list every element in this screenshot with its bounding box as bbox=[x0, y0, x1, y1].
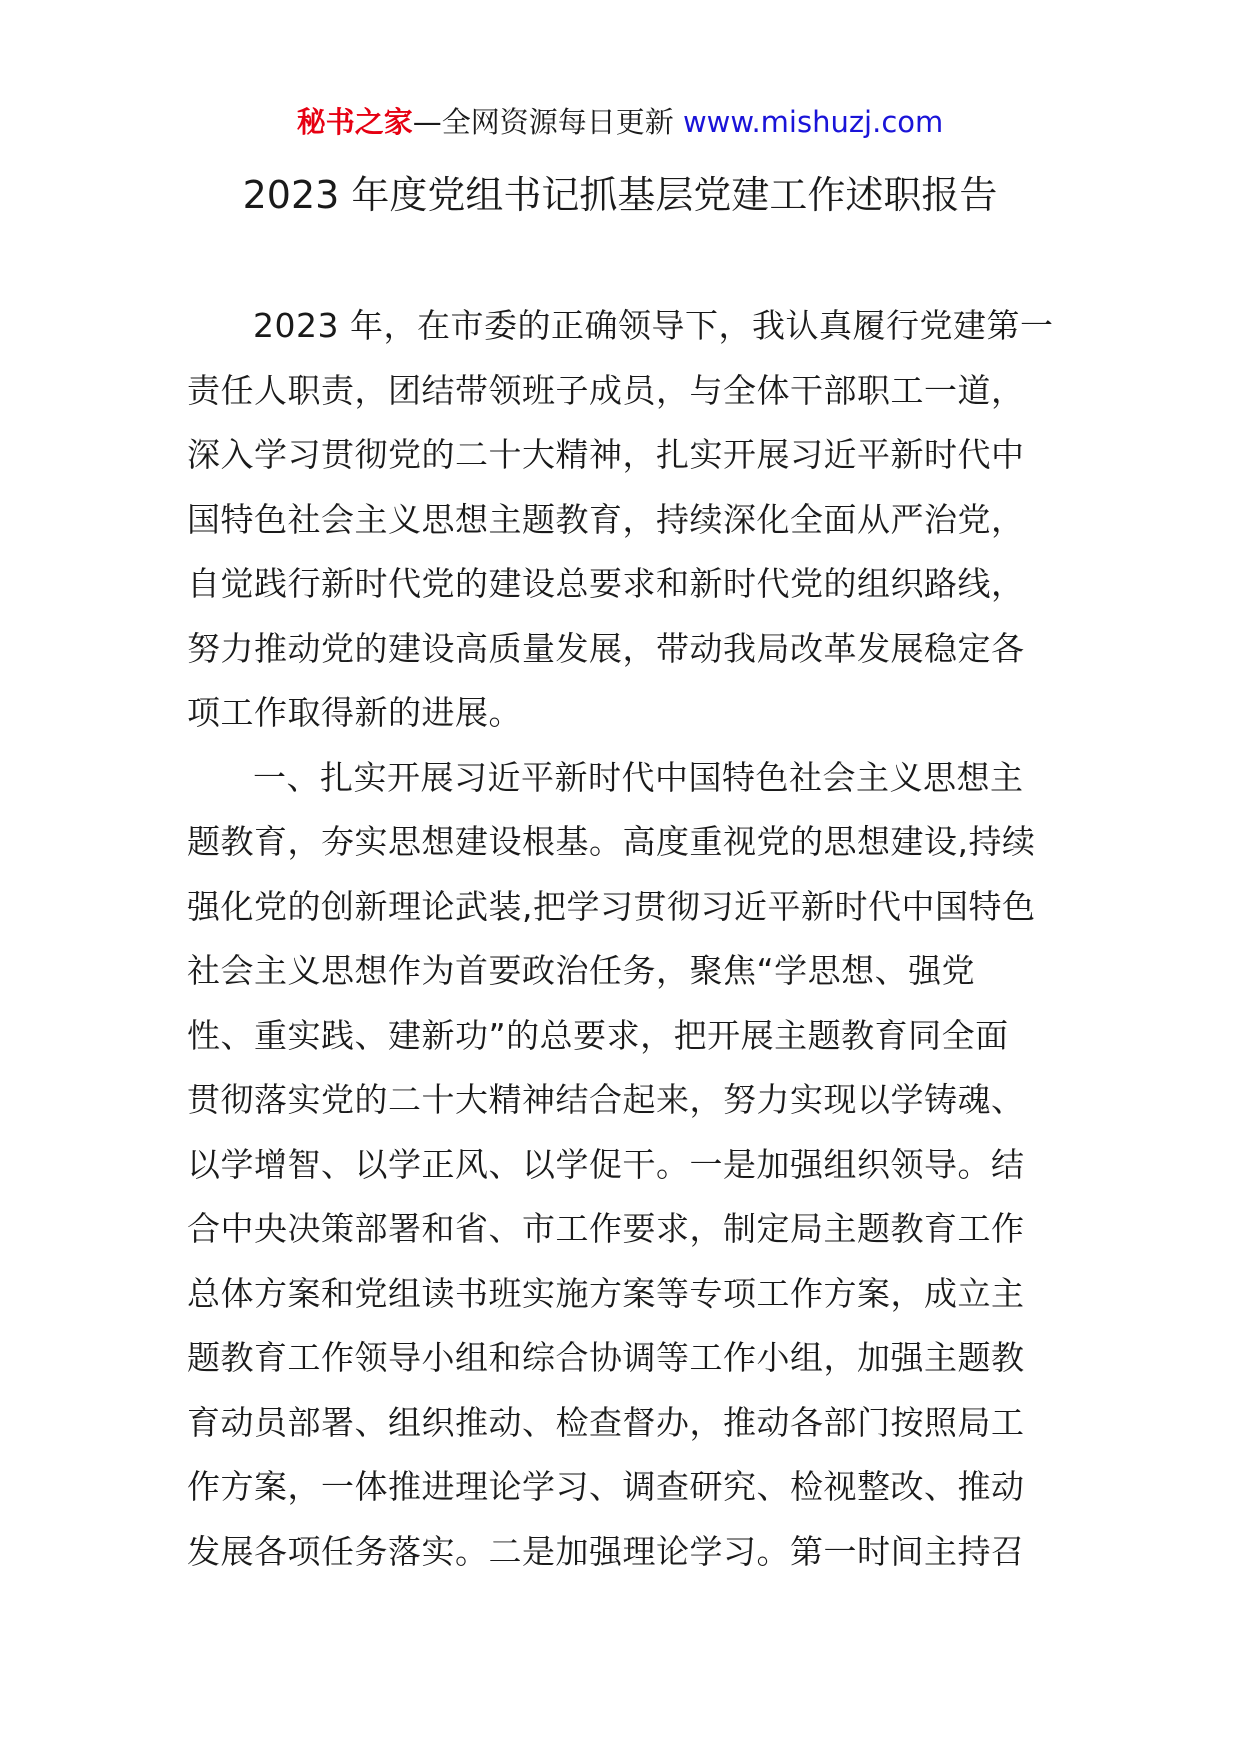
paragraph-1-line-3: 深入学习贯彻党的二十大精神，扎实开展习近平新时代中 bbox=[187, 435, 1025, 474]
paragraph-2-line-9: 总体方案和党组读书班实施方案等专项工作方案，成立主 bbox=[187, 1273, 1025, 1313]
site-url-link[interactable]: www.mishuzj.com bbox=[682, 105, 944, 139]
document-title: 2023 年度党组书记抓基层党建工作述职报告 bbox=[242, 173, 998, 217]
paragraph-2-line-4: 社会主义思想作为首要政治任务，聚焦“学思想、强党 bbox=[187, 951, 976, 990]
paragraph-2-line-6: 贯彻落实党的二十大精神结合起来，努力实现以学铸魂、 bbox=[187, 1080, 1025, 1119]
paragraph-1-line-1: 2023 年，在市委的正确领导下，我认真履行党建第一 bbox=[253, 306, 1054, 345]
paragraph-2-line-12: 作方案，一体推进理论学习、调查研究、检视整改、推动 bbox=[187, 1467, 1025, 1506]
paragraph-2-line-10: 题教育工作领导小组和综合协调等工作小组，加强主题教 bbox=[187, 1338, 1025, 1377]
brand-name: 秘书之家 bbox=[296, 105, 413, 139]
paragraph-1-line-7: 项工作取得新的进展。 bbox=[187, 693, 522, 732]
paragraph-2-line-7: 以学增智、以学正风、以学促干。一是加强组织领导。结 bbox=[187, 1144, 1025, 1184]
paragraph-2-line-8: 合中央决策部署和省、市工作要求，制定局主题教育工作 bbox=[187, 1209, 1025, 1248]
paragraph-2-line-5: 性、重实践、建新功”的总要求，把开展主题教育同全面 bbox=[187, 1015, 1009, 1055]
paragraph-1-line-2: 责任人职责，团结带领班子成员，与全体干部职工一道， bbox=[187, 370, 1025, 410]
paragraph-2-line-13: 发展各项任务落实。二是加强理论学习。第一时间主持召 bbox=[187, 1531, 1025, 1571]
paragraph-1-line-4: 国特色社会主义思想主题教育，持续深化全面从严治党， bbox=[187, 499, 1025, 539]
paragraph-1-line-5: 自觉践行新时代党的建设总要求和新时代党的组织路线， bbox=[187, 564, 1025, 603]
paragraph-2-line-11: 育动员部署、组织推动、检查督办，推动各部门按照局工 bbox=[187, 1402, 1025, 1442]
site-header bbox=[0, 102, 1240, 142]
paragraph-2-line-2: 题教育，夯实思想建设根基。高度重视党的思想建设,持续 bbox=[187, 822, 1036, 861]
paragraph-2-line-3: 强化党的创新理论武装,把学习贯彻习近平新时代中国特色 bbox=[187, 886, 1036, 926]
paragraph-2-line-1: 一、扎实开展习近平新时代中国特色社会主义思想主 bbox=[253, 757, 1024, 797]
header-tagline: —全网资源每日更新 bbox=[412, 105, 683, 139]
document-body bbox=[187, 294, 1060, 1584]
paragraph-1-line-6: 努力推动党的建设高质量发展，带动我局改革发展稳定各 bbox=[187, 628, 1025, 668]
